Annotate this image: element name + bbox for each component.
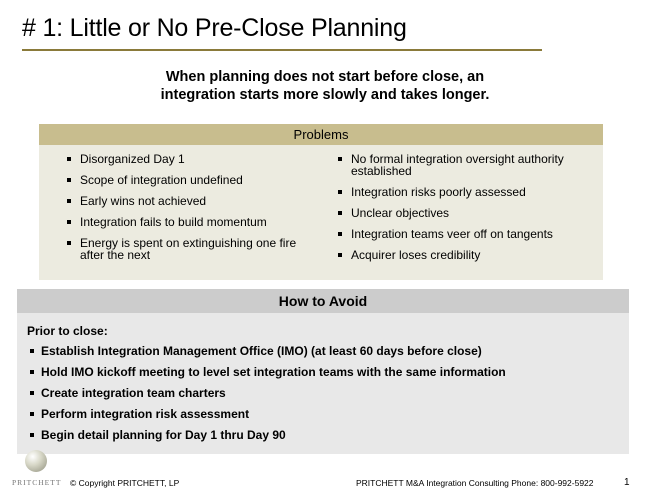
- subtitle-line-1: When planning does not start before close, an: [165, 69, 485, 85]
- problem-item: Integration risks poorly assessed: [338, 186, 588, 198]
- how-to-avoid-panel: [17, 313, 629, 454]
- page-number: 1: [624, 477, 630, 488]
- problems-left-list: [67, 153, 317, 270]
- problems-panel: [39, 124, 603, 280]
- avoid-item: Begin detail planning for Day 1 thru Day 90: [30, 429, 506, 442]
- avoid-item: Establish Integration Management Office (IMO) (at least 60 days before close): [30, 345, 506, 358]
- slide-title: # 1: Little or No Pre-Close Planning: [22, 14, 407, 42]
- title-underline: [22, 49, 542, 51]
- problem-item: Integration teams veer off on tangents: [338, 228, 588, 240]
- prior-to-close-label: Prior to close:: [27, 324, 108, 338]
- problems-right-list: [338, 153, 588, 270]
- avoid-item: Create integration team charters: [30, 387, 506, 400]
- logo-text: PRITCHETT: [12, 478, 62, 487]
- how-to-avoid-list: [30, 345, 506, 450]
- pritchett-logo: [12, 448, 62, 498]
- problem-item: Scope of integration undefined: [67, 174, 317, 186]
- avoid-item: Hold IMO kickoff meeting to level set integration teams with the same information: [30, 366, 506, 379]
- problem-item: Integration fails to build momentum: [67, 216, 317, 228]
- how-to-avoid-heading: How to Avoid: [17, 289, 629, 313]
- slide-subtitle: [60, 68, 590, 104]
- avoid-item: Perform integration risk assessment: [30, 408, 506, 421]
- copyright-text: © Copyright PRITCHETT, LP: [70, 478, 180, 488]
- problem-item: Acquirer loses credibility: [338, 249, 588, 261]
- problem-item: Unclear objectives: [338, 207, 588, 219]
- subtitle-line-2: integration starts more slowly and takes longer.: [160, 87, 490, 103]
- problem-item: No formal integration oversight authority established: [338, 153, 588, 177]
- problem-item: Early wins not achieved: [67, 195, 317, 207]
- problems-heading: Problems: [39, 124, 603, 145]
- problem-item: Energy is spent on extinguishing one fire after the next: [67, 237, 317, 261]
- logo-orb-icon: [25, 450, 47, 472]
- problem-item: Disorganized Day 1: [67, 153, 317, 165]
- contact-text: PRITCHETT M&A Integration Consulting Phone: 800-992-5922: [356, 478, 594, 488]
